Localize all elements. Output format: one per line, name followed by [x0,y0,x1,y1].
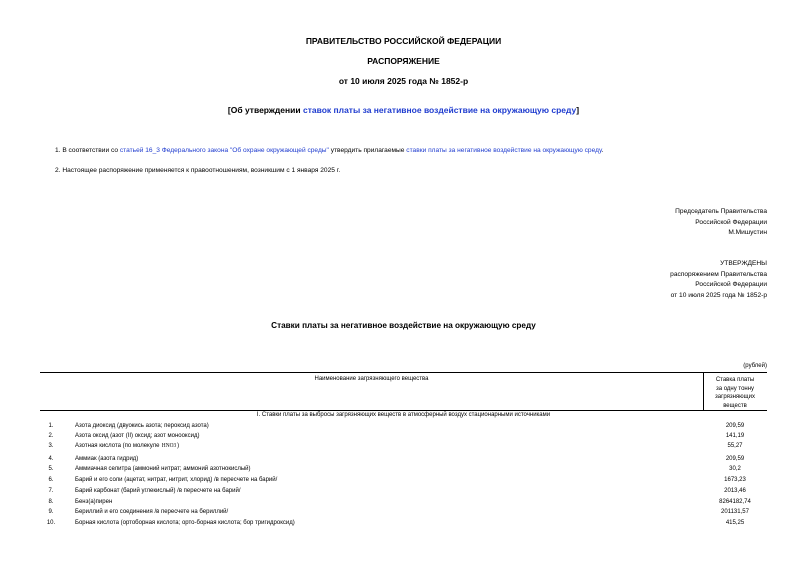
approval-block [670,259,767,301]
table-row [0,488,807,498]
rate-header-line-2: за одну тонну [715,385,755,392]
p1-text-b: утвердить прилагаемые [328,147,407,154]
signature-line-2: Российской Федерации [695,218,767,226]
signature-line-1: Председатель Правительства [675,208,767,215]
title-link[interactable]: ставок платы за негативное воздействие на окружающую среду [303,105,577,115]
row-substance-text: Азотная кислота (по молекуле [75,443,160,449]
row-number: 7. [48,488,54,494]
row-substance: Бенз(а)пирен [75,499,113,505]
row-rate: 1673,23 [724,477,746,483]
row-substance [75,443,179,449]
document-type: РАСПОРЯЖЕНИЕ [367,56,440,66]
row-number: 6. [48,477,54,483]
row-number: 2. [48,433,54,439]
row-number: 9. [48,509,54,515]
approval-line-1: УТВЕРЖДЕНЫ [720,260,767,267]
table-row [0,477,807,487]
signature-block [675,207,767,239]
row-substance: Азота диоксид (двуокись азота; пероксид азота) [75,423,209,429]
p1-text-a: 1. В соответствии со [55,147,120,154]
rate-header-line-4: веществ [723,402,747,409]
approval-line-2: распоряжением Правительства [670,270,767,278]
title-open: [Об утверждении [227,105,303,115]
row-substance: Барий карбонат (барий углекислый) /в пересчете на барий/ [75,488,241,494]
row-rate: 209,59 [725,456,745,462]
law-article-link[interactable]: статьей 16_3 Федерального закона "Об охране окружающей среды" [119,147,329,154]
signature-line-3: М.Мишустин [728,229,767,236]
paragraph-1 [55,147,603,154]
row-number: 3. [48,443,54,449]
rates-title: Ставки платы за негативное воздействие на окружающую среду [271,321,536,330]
row-rate: 2013,46 [724,488,746,494]
row-substance: Азота оксид (азот (II) оксид; азот монооксид) [75,433,200,439]
table-top-border [40,372,767,373]
document-date-number: от 10 июля 2025 года № 1852-р [338,76,469,86]
table-row [0,443,807,453]
table-row [0,423,807,433]
row-substance: Аммиачная селитра (аммоний нитрат; аммоний азотнокислый) [75,466,251,472]
table-row [0,520,807,530]
paragraph-2: 2. Настоящее распоряжение применяется к правоотношениям, возникшим с 1 января 2025 г. [55,167,341,174]
table-row [0,499,807,509]
row-number: 4. [48,456,54,462]
table-row [0,466,807,476]
row-substance: Аммиак (азота гидрид) [75,456,139,462]
section-heading: I. Ставки платы за выбросы загрязняющих веществ в атмосферный воздух стационарными источниками [256,412,551,418]
table-row [0,509,807,519]
p1-text-c: . [601,147,604,154]
column-header-name: Наименование загрязняющего вещества [314,376,429,382]
row-rate: 55,27 [727,443,743,449]
column-header-rate [703,376,767,410]
row-rate: 209,59 [725,423,745,429]
document-title [0,105,807,115]
row-rate: 415,25 [725,520,745,526]
government-heading: ПРАВИТЕЛЬСТВО РОССИЙСКОЙ ФЕДЕРАЦИИ [305,36,502,46]
unit-label: (рублей) [743,363,767,369]
row-rate: 201131,57 [721,509,749,515]
row-rate: 141,19 [725,433,745,439]
row-number: 1. [48,423,54,429]
row-number: 8. [48,499,54,505]
chemical-formula: HNO3 [161,443,177,449]
row-substance-tail: ) [177,443,180,449]
table-row [0,456,807,466]
row-rate: 30,2 [729,466,741,472]
row-number: 10. [46,520,56,526]
approval-line-4: от 10 июля 2025 года № 1852-р [670,291,767,299]
row-substance: Бериллий и его соединения /в пересчете на бериллий/ [75,509,229,515]
rate-header-line-1: Ставка платы [715,377,755,383]
rates-link[interactable]: ставки платы за негативное воздействие на окружающую среду [406,147,602,154]
row-rate: 8264182,74 [719,499,751,505]
row-substance: Борная кислота (ортоборная кислота; орто-борная кислота; бор тригидроксид) [75,520,295,526]
table-row [0,433,807,443]
table-header-border [40,410,767,411]
row-number: 5. [48,466,54,472]
title-close: ] [576,105,580,115]
rate-header-line-3: загрязняющих [715,394,755,401]
approval-line-3: Российской Федерации [695,281,767,288]
row-substance: Барий и его соли (ацетат, нитрат, нитрит, хлорид) /в пересчете на барий/ [75,477,278,483]
